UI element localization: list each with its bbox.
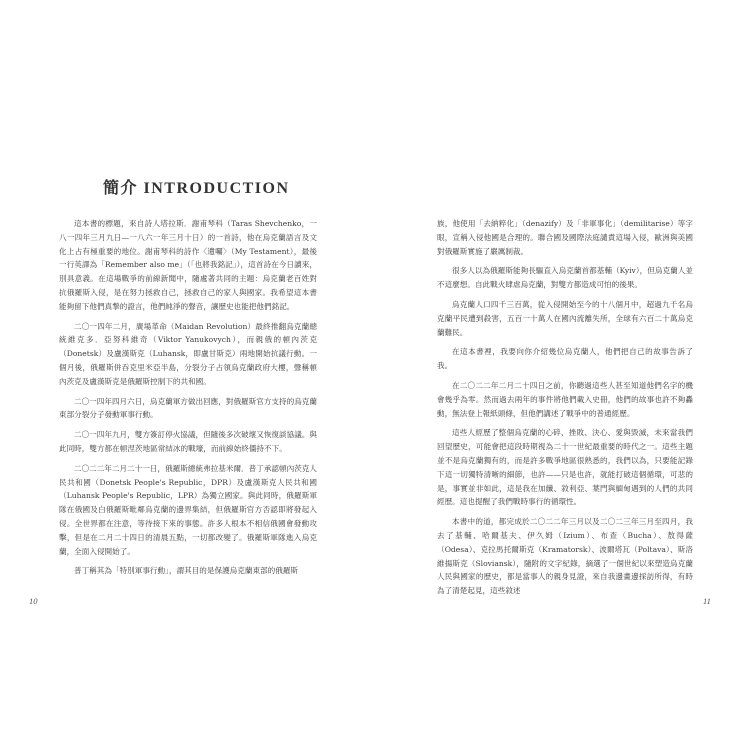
paragraph: 二〇二二年二月二十一日，俄羅斯總統弗拉基米爾．普丁承認頓內茨克人民共和國（Donetsk People's Republic，DPR）及盧漢斯克人民共和國（Luhansk People's Republic，LPR）為獨立國家。與此同時，俄羅斯軍隊在俄國及白俄羅斯毗鄰烏克蘭的邊界集結，但俄羅斯官方否認即將發起入侵。全世界都在注意，等待接下來的事態。許多人根本不相信俄國會發動攻擊，但是在二月二十四日的清晨五點，一切都改變了。俄羅斯軍隊進入烏克蘭，全面入侵開始了。 (59, 463, 317, 556)
paragraph: 這些人經歷了整個烏克蘭的心碎、挫敗、決心、愛與毀滅，未來當我們回望歷史，可能會把這段時期視為二十一世紀最重要的時代之一。這些主題並不是烏克蘭獨有的，而是許多戰爭地區很熟悉的，我們以為，只要能記錄下這一切獨特清晰的細節，也許——只是也許，就能打破這個循環，可悲的是，事實並非如此，這是我在加纖、敘利亞、葉門與緬甸遇到的人們的共同經歷。這也提醒了我們戰時事行的循環性。 (437, 428, 693, 507)
right-text-column (437, 217, 693, 604)
paragraph: 二〇一四年四月六日，烏克蘭軍方做出回應，對俄羅斯官方支持的烏克蘭東部分裂分子發動軍事行動。 (59, 396, 317, 420)
paragraph: 二〇一四年九月，雙方簽訂停火協議，但隨後多次破壞又恢復談協議。與此同時，雙方都在頓涅茨地區常結冰的戰壕，而前線始終僵持不下。 (59, 430, 317, 453)
paragraph: 本書中的道，都完成於二〇二二年三月以及二〇二三年三月至四月，我去了基輔、哈爾基夫、伊久姆（Izium）、布查（Bucha）、敖得薩（Odesa）、克拉馬托爾斯克（Kramatorsk）、波爾塔瓦（Poltava）、斯洛維揚斯克（Sloviansk），隨附的文字紀錄，摘選了一個世紀以來塑造烏克蘭人民與國家的歷史，都是當事人的親身見證，來自我邊畫邊採訪所得，有時為了清楚起見，這些敘述 (437, 517, 693, 596)
chapter-heading: 簡介 INTRODUCTION (103, 180, 290, 197)
right-page (375, 0, 750, 750)
paragraph: 在二〇二二年二月二十四日之前，你聽過這些人甚至知道他們名字的機會幾乎為零。然而過去兩年的事件將他們載入史冊，他們的故事也許不夠轟動，無法登上報紙頭條，但他們講述了戰爭中的普通經歷。 (437, 380, 693, 418)
left-text-column (59, 217, 317, 584)
paragraph: 普丁稱其為「特別軍事行動」，謂其目的是保護烏克蘭東部的俄羅斯 (74, 566, 299, 576)
paragraph: 族，他使用「去納粹化」（denazify）及「非軍事化」（demilitarise）等字眼，宣稱入侵他國是合理的。聯合國及國際法庭譴責這場入侵，歐洲與美國對俄羅斯實施了嚴厲制裁。 (437, 219, 693, 256)
paragraph: 烏克蘭人口四千三百萬，從入侵開始至今的十八個月中，超過九千名烏克蘭平民遭到殺害，五百一十萬人在國內流離失所，全球有六百二十萬烏克蘭難民。 (437, 299, 693, 337)
page-number: 10 (29, 596, 38, 606)
paragraph: 二〇一四年二月，廣場革命（Maidan Revolution）最終推翻烏克蘭總統維克多．亞努科維奇（Viktor Yanukovych），而親俄的頓內茨克（Donetsk）及盧漢斯克（Luhansk，即盧甘斯克）兩地開始抗議行動。一個月後，俄羅斯併吞克里米亞半島，分裂分子占領烏克蘭政府大樓，聲稱頓內茨克及盧漢斯克是俄羅斯控制下的共和國。 (59, 321, 317, 386)
page-number: 11 (703, 596, 711, 606)
paragraph: 很多人以為俄羅斯能夠長驅直入烏克蘭首都基輔（Kyiv），但烏克蘭人並不這麼想。自此戰火肆虐烏克蘭，對雙方都造成可怕的後果。 (437, 266, 693, 290)
paragraph: 在這本書裡，我要向你介紹幾位烏克蘭人，他們把自己的故事告訴了我。 (437, 347, 693, 371)
paragraph: 這本書的標題，來自詩人塔拉斯．謝甫琴科（Taras Shevchenko，一八一四年三月九日—一八六一年三月十日）的一首詩，他在烏克蘭語言及文化上占有極重要的地位。謝甫琴科的詩作〈遺囑〉（My Testament），最後一行英譯為「Remember also me」（「也將我銘記」），這首詩在今日讀來，別具意義。在這場戰爭的前線新聞中，隨處著共同的主題：烏克蘭老百姓對抗俄羅斯入侵，是在努力拯救自己，拯救自己的家人與國家。我希望這本書能夠留下他們真摯的證言，他們純淨的聲音，讓歷史也能把他們銘記。 (59, 219, 317, 311)
